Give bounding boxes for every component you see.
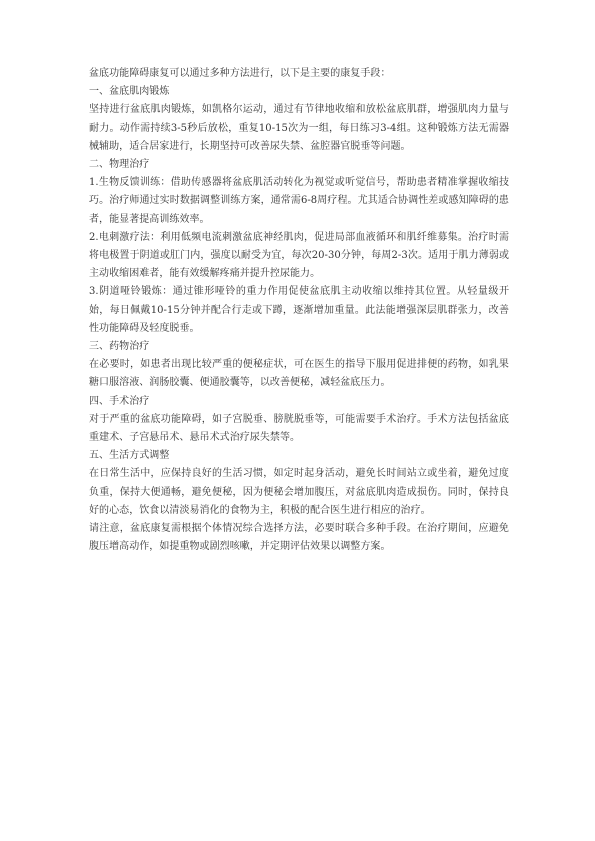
section-heading: 五、生活方式调整	[89, 450, 170, 462]
closing-paragraph: 请注意，盆底康复需根据个体情况综合选择方法，必要时联合多种手段。在治疗期间，应避免腹压增高动作，如提重物或剧烈咳嗽，并定期评估效果以调整方案。	[89, 523, 509, 553]
intro-paragraph: 盆底功能障碍康复可以通过多种方法进行，以下是主要的康复手段：	[89, 68, 391, 79]
section-heading: 一、盆底肌肉锻炼	[89, 86, 170, 98]
section-heading: 三、药物治疗	[89, 341, 150, 353]
paragraph: 坚持进行盆底肌肉锻炼，如凯格尔运动，通过有节律地收缩和放松盆底肌群，增强肌肉力量与耐力。动作需持续3-5秒后放松，重复10-15次为一组，每日练习3-4组。这种锻炼方法无需器械辅助，适合居家进行，长期坚持可改善尿失禁、盆腔器官脱垂等问题。	[89, 104, 509, 152]
paragraph: 1.生物反馈训练：借助传感器将盆底肌活动转化为视觉或听觉信号，帮助患者精准掌握收缩技巧。治疗师通过实时数据调整训练方案，通常需6-8周疗程。尤其适合协调性差或感知障碍的患者，能显著提高训练效率。	[89, 177, 509, 225]
document-body	[89, 65, 509, 556]
section-heading: 四、手术治疗	[89, 395, 150, 407]
section-heading: 二、物理治疗	[89, 159, 150, 171]
paragraph: 3.阴道哑铃锻炼：通过锥形哑铃的重力作用促使盆底肌主动收缩以维持其位置。从轻量级开始，每日佩戴10-15分钟并配合行走或下蹲，逐渐增加重量。此法能增强深层肌群张力，改善性功能障碍及轻度脱垂。	[89, 286, 509, 334]
paragraph: 在必要时，如患者出现比较严重的便秘症状，可在医生的指导下服用促进排便的药物，如乳果糖口服溶液、润肠胶囊、便通胶囊等，以改善便秘，减轻盆底压力。	[89, 359, 509, 389]
paragraph: 对于严重的盆底功能障碍，如子宫脱垂、膀胱脱垂等，可能需要手术治疗。手术方法包括盆底重建术、子宫悬吊术、悬吊术式治疗尿失禁等。	[89, 413, 509, 444]
paragraph: 在日常生活中，应保持良好的生活习惯，如定时起身活动，避免长时间站立或坐着，避免过度负重，保持大便通畅，避免便秘，因为便秘会增加腹压，对盆底肌肉造成损伤。同时，保持良好的心态，饮食以清淡易消化的食物为主，积极的配合医生进行相应的治疗。	[89, 468, 509, 516]
paragraph: 2.电刺激疗法：利用低频电流刺激盆底神经肌肉，促进局部血液循环和肌纤维募集。治疗时需将电极置于阴道或肛门内，强度以耐受为宜，每次20-30分钟，每周2-3次。适用于肌力薄弱或主动收缩困难者，能有效缓解疼痛并提升控尿能力。	[89, 231, 509, 280]
